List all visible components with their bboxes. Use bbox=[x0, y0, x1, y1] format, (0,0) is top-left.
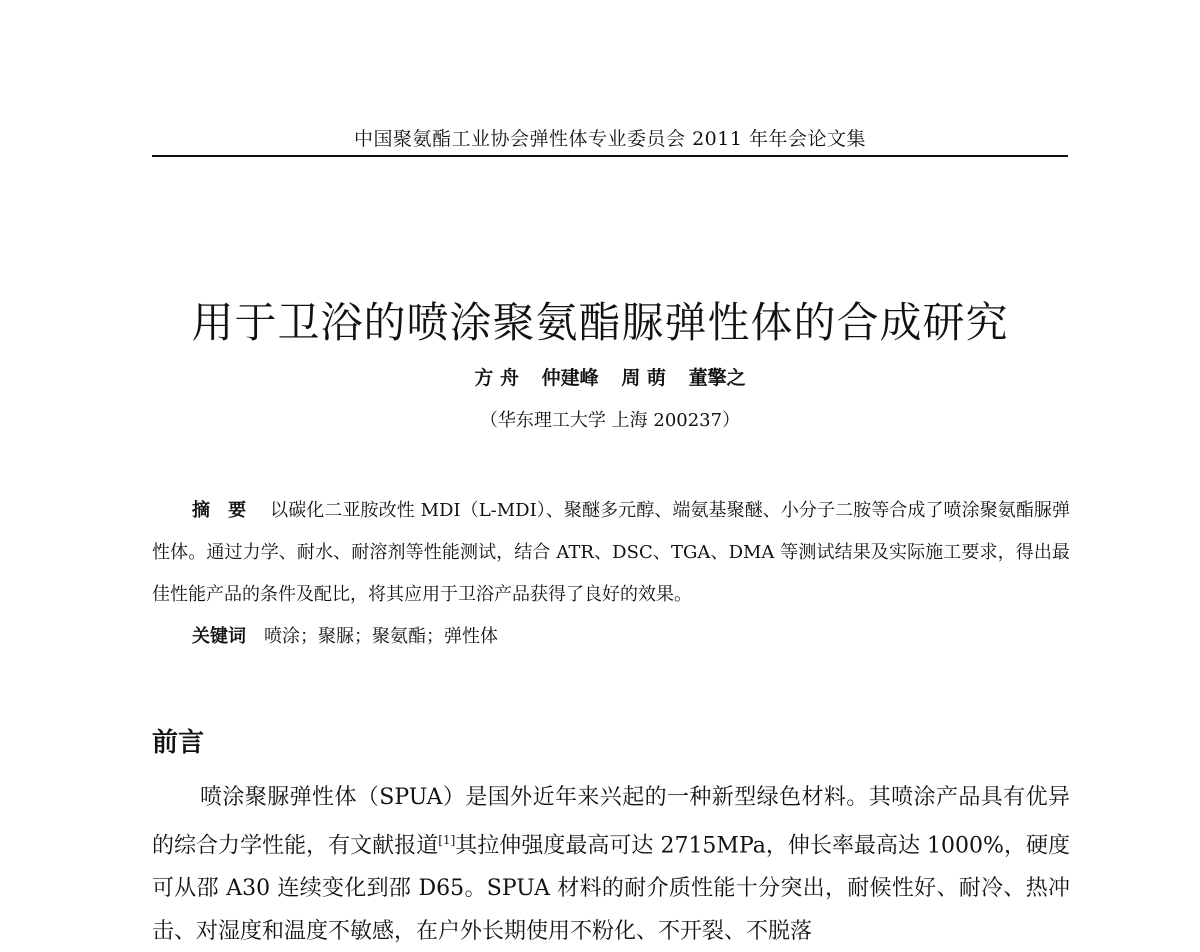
keywords-text: 喷涂；聚脲；聚氨酯；弹性体 bbox=[264, 626, 498, 647]
author-name: 方 舟 bbox=[474, 367, 520, 389]
citation-ref[interactable]: [1] bbox=[438, 833, 456, 847]
paper-title: 用于卫浴的喷涂聚氨酯脲弹性体的合成研究 bbox=[191, 298, 1009, 347]
intro-text-part-2: 其拉伸强度最高可达 2715MPa，伸长率最高达 1000%，硬度可从邵 A30 连续变化到邵 D65。SPUA 材料的耐介质性能十分突出，耐候性好、耐冷、热冲击、对湿度和温度不敏感，在户外长期使用不粉化、不开裂、不脱落 bbox=[152, 833, 1070, 945]
running-header: 中国聚氨酯工业协会弹性体专业委员会 2011 年年会论文集 bbox=[354, 128, 866, 150]
introduction-paragraph bbox=[152, 776, 1070, 952]
section-heading-introduction: 前言 bbox=[152, 728, 205, 758]
affiliation: （华东理工大学 上海 200237） bbox=[479, 410, 741, 431]
intro-text-part-1: 喷涂聚脲弹性体（SPUA）是国外近年来兴起的一种新型绿色材料。其喷涂产品具有优异的综合力学性能，有文献报道 bbox=[152, 785, 1070, 859]
keywords bbox=[192, 622, 498, 648]
abstract bbox=[152, 490, 1070, 616]
abstract-text: 以碳化二亚胺改性 MDI（L-MDI）、聚醚多元醇、端氨基聚醚、小分子二胺等合成了喷涂聚氨酯脲弹性体。通过力学、耐水、耐溶剂等性能测试，结合 ATR、DSC、TGA、DMA 等测试结果及实际施工要求，得出最佳性能产品的条件及配比，将其应用于卫浴产品获得了良好的效果。 bbox=[152, 500, 1070, 605]
keywords-label: 关键词 bbox=[192, 626, 246, 647]
author-name: 周 萌 bbox=[621, 367, 666, 389]
abstract-label: 摘要 bbox=[192, 500, 265, 521]
author-name: 仲建峰 bbox=[541, 367, 599, 389]
author-name: 董擎之 bbox=[688, 367, 746, 389]
author-list bbox=[150, 363, 1070, 390]
header-rule bbox=[152, 155, 1068, 157]
